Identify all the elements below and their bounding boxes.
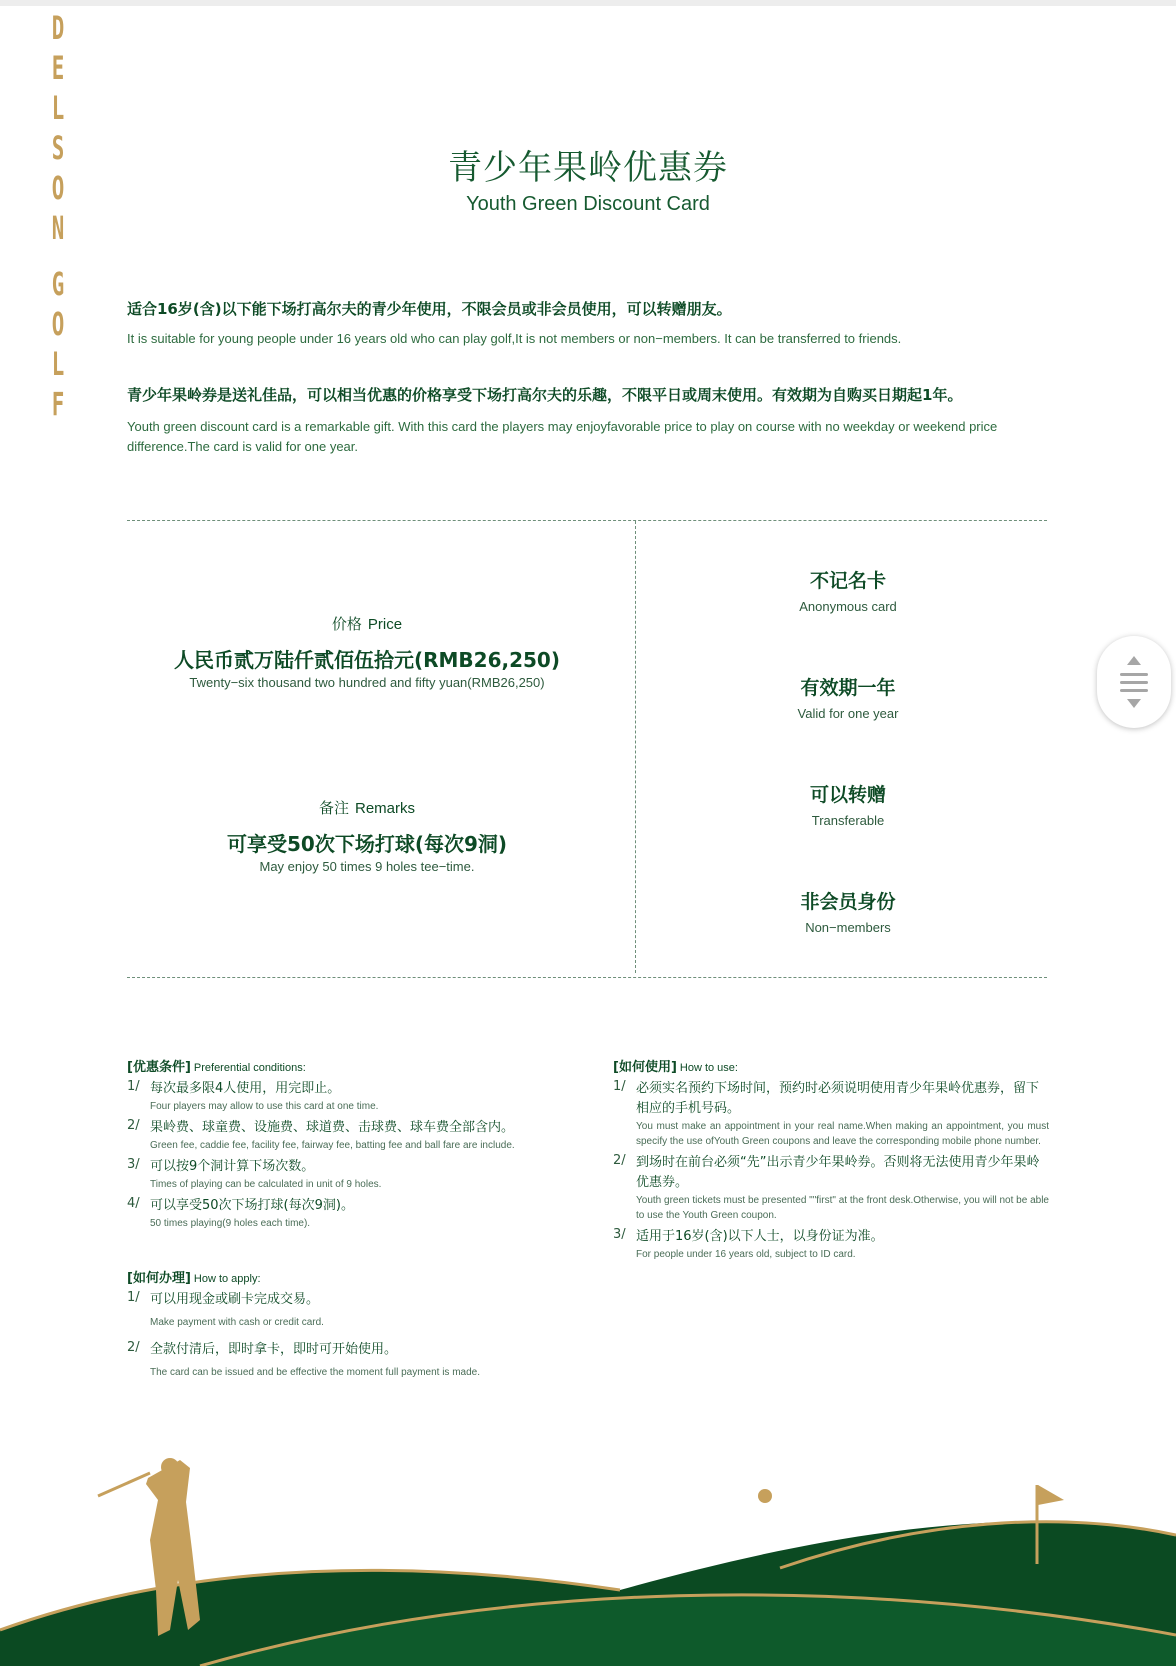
list-item bbox=[127, 1079, 563, 1114]
price-block bbox=[127, 613, 607, 690]
apply-section bbox=[127, 1267, 563, 1380]
section-heading bbox=[613, 1056, 1049, 1075]
intro-paragraph-1 bbox=[127, 298, 1047, 349]
item-number: 1/ bbox=[613, 1079, 626, 1094]
item-number: 2/ bbox=[127, 1340, 140, 1355]
feature-cn: 不记名卡 bbox=[809, 570, 886, 592]
brand-letter: O bbox=[51, 305, 65, 343]
item-cn: 果岭费、球童费、设施费、球道费、击球费、球车费全部含内。 bbox=[150, 1120, 515, 1135]
brand-letter: F bbox=[51, 385, 65, 423]
item-number: 1/ bbox=[127, 1290, 140, 1305]
brand-letter: S bbox=[51, 129, 65, 167]
item-cn: 可以享受50次下场打球(每次9洞)。 bbox=[150, 1198, 354, 1213]
brand-letter: N bbox=[51, 209, 65, 247]
list-item bbox=[613, 1153, 1049, 1223]
item-number: 3/ bbox=[613, 1227, 626, 1242]
feature-item bbox=[636, 780, 1060, 828]
brand-letter: L bbox=[51, 89, 65, 127]
list-item bbox=[613, 1079, 1049, 1149]
item-number: 3/ bbox=[127, 1157, 140, 1172]
price-value: 人民币贰万陆仟贰佰伍拾元(RMB26,250) bbox=[173, 648, 560, 672]
section-heading-en: Preferential conditions: bbox=[193, 1062, 306, 1074]
item-en: The card can be issued and be effective the moment full payment is made. bbox=[150, 1367, 480, 1378]
item-cn: 可以按9个洞计算下场次数。 bbox=[150, 1159, 315, 1174]
menu-line-icon bbox=[1120, 689, 1148, 692]
item-en: Make payment with cash or credit card. bbox=[150, 1317, 324, 1328]
item-en: Four players may allow to use this card at one time. bbox=[150, 1101, 379, 1112]
item-en: Green fee, caddie fee, facility fee, fairway fee, batting fee and ball fare are include. bbox=[150, 1140, 515, 1151]
howto-section bbox=[613, 1056, 1049, 1262]
item-number: 4/ bbox=[127, 1196, 140, 1211]
menu-line-icon bbox=[1120, 681, 1148, 684]
item-en: Youth green tickets must be presented ""first" at the front desk.Otherwise, you will not be able to use the Youth Green coupon. bbox=[636, 1195, 1049, 1221]
item-cn: 全款付清后，即时拿卡，即时可开始使用。 bbox=[150, 1342, 398, 1357]
feature-item bbox=[636, 566, 1060, 614]
intro-text-en: Youth green discount card is a remarkable gift. With this card the players may enjoyfavorable price to play on course with no weekday or weekend price difference.The card is valid for one year. bbox=[127, 419, 998, 454]
remarks-label bbox=[127, 797, 607, 818]
arrow-down-icon bbox=[1127, 699, 1141, 708]
item-cn: 到场时在前台必须“先”出示青少年果岭券。否则将无法使用青少年果岭优惠券。 bbox=[636, 1155, 1040, 1190]
section-heading-cn: [如何办理] bbox=[127, 1271, 191, 1286]
remarks-value: 可享受50次下场打球(每次9洞) bbox=[226, 832, 508, 856]
list-item bbox=[127, 1196, 563, 1231]
item-en: Times of playing can be calculated in unit of 9 holes. bbox=[150, 1179, 382, 1190]
scroll-handle-button[interactable] bbox=[1097, 636, 1171, 728]
divider-top bbox=[127, 520, 1047, 521]
price-label bbox=[127, 613, 607, 634]
divider-bottom bbox=[127, 977, 1047, 978]
item-number: 2/ bbox=[613, 1153, 626, 1168]
price-label-cn: 价格 bbox=[331, 615, 362, 633]
section-heading bbox=[127, 1267, 563, 1286]
menu-line-icon bbox=[1120, 673, 1148, 676]
golf-ball-icon bbox=[758, 1489, 772, 1503]
remarks-block bbox=[127, 797, 607, 874]
list-item bbox=[127, 1290, 563, 1330]
item-en: 50 times playing(9 holes each time). bbox=[150, 1218, 311, 1229]
golf-course-illustration bbox=[0, 1440, 1176, 1666]
feature-item bbox=[636, 673, 1060, 721]
item-en: You must make an appointment in your real name.When making an appointment, you must specify the use ofYouth Green coupons and leave the corresponding mobile phone number. bbox=[636, 1121, 1049, 1147]
intro-text-cn: 青少年果岭券是送礼佳品，可以相当优惠的价格享受下场打高尔夫的乐趣，不限平日或周末使用。有效期为自购买日期起1年。 bbox=[127, 386, 963, 404]
price-value-en: Twenty−six thousand two hundred and fifty yuan(RMB26,250) bbox=[189, 675, 545, 690]
intro-text-en: It is suitable for young people under 16 years old who can play golf,It is not members or non−members. It can be transferred to friends. bbox=[127, 331, 902, 346]
item-number: 2/ bbox=[127, 1118, 140, 1133]
item-number: 1/ bbox=[127, 1079, 140, 1094]
item-cn: 可以用现金或刷卡完成交易。 bbox=[150, 1292, 320, 1307]
feature-cn: 可以转赠 bbox=[809, 784, 886, 806]
feature-item bbox=[636, 887, 1060, 935]
page-title: 青少年果岭优惠券 bbox=[448, 148, 728, 188]
remarks-label-en: Remarks bbox=[355, 800, 416, 817]
preferential-section bbox=[127, 1056, 563, 1231]
list-item bbox=[127, 1157, 563, 1192]
section-heading-cn: [优惠条件] bbox=[127, 1060, 191, 1075]
feature-en: Transferable bbox=[811, 813, 885, 828]
brand-letter: O bbox=[51, 169, 65, 207]
price-label-en: Price bbox=[367, 616, 403, 633]
intro-paragraph-2 bbox=[127, 384, 1047, 457]
feature-cn: 有效期一年 bbox=[800, 677, 896, 699]
brand-letter: L bbox=[51, 345, 65, 383]
feature-cn: 非会员身份 bbox=[800, 891, 896, 913]
item-cn: 必须实名预约下场时间，预约时必须说明使用青少年果岭优惠券，留下相应的手机号码。 bbox=[636, 1081, 1040, 1116]
item-cn: 适用于16岁(含)以下人士，以身份证为准。 bbox=[636, 1229, 884, 1244]
feature-en: Valid for one year bbox=[797, 706, 899, 721]
remarks-value-en: May enjoy 50 times 9 holes tee−time. bbox=[259, 859, 475, 874]
brand-logo bbox=[46, 8, 70, 448]
section-heading bbox=[127, 1056, 563, 1075]
list-item bbox=[127, 1118, 563, 1153]
section-heading-en: How to use: bbox=[679, 1062, 738, 1074]
section-heading-en: How to apply: bbox=[193, 1273, 261, 1285]
item-en: For people under 16 years old, subject to ID card. bbox=[636, 1249, 856, 1260]
brand-letter: G bbox=[51, 265, 65, 303]
brand-letter: E bbox=[51, 49, 65, 87]
section-heading-cn: [如何使用] bbox=[613, 1060, 677, 1075]
feature-en: Anonymous card bbox=[799, 599, 897, 614]
list-item bbox=[613, 1227, 1049, 1262]
feature-en: Non−members bbox=[805, 920, 891, 935]
list-item bbox=[127, 1340, 563, 1380]
page-subtitle: Youth Green Discount Card bbox=[466, 193, 710, 215]
top-bar bbox=[0, 0, 1176, 6]
brand-letter: D bbox=[51, 9, 65, 47]
item-cn: 每次最多限4人使用，用完即止。 bbox=[150, 1081, 341, 1096]
intro-text-cn: 适合16岁(含)以下能下场打高尔夫的青少年使用，不限会员或非会员使用，可以转赠朋友。 bbox=[127, 300, 732, 318]
arrow-up-icon bbox=[1127, 656, 1141, 665]
remarks-label-cn: 备注 bbox=[318, 799, 349, 817]
